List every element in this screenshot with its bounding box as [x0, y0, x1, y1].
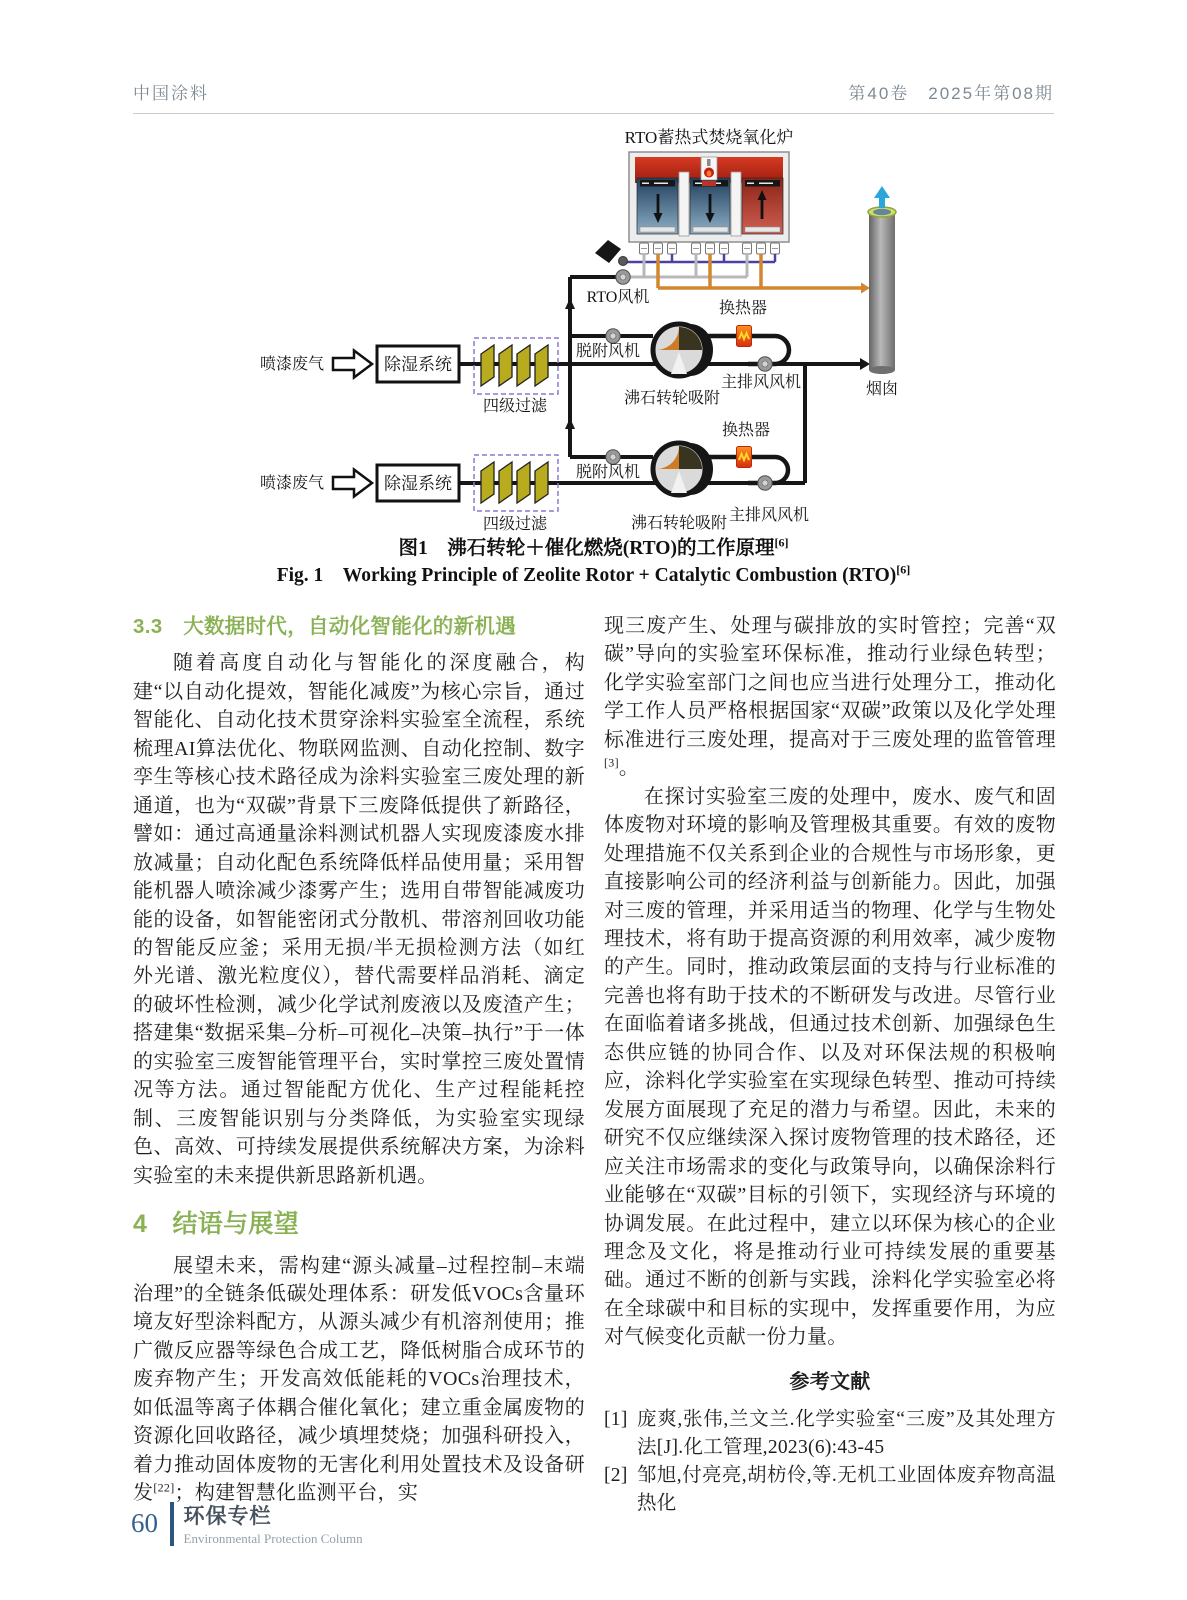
column-name-zh: 环保专栏	[183, 1505, 272, 1528]
footer-divider	[170, 1502, 174, 1546]
discussion-paragraph: 在探讨实验室三废的处理中，废水、废气和固体废物对环境的影响及管理极其重要。有效的废物处理措施不仅关系到企业的合规性与市场形象，更直接影响公司的经济利益与创新能力。因此，加强对三废的管理，并采用适当的物理、化学与生物处理技术，将有助于提高资源的利用效率，减少废物的产生。同时，推动政策层面的支持与行业标准的完善也将有助于技术的不断研发与改进。尽管行业在面临着诸多挑战，但通过技术创新、加强绿色生态供应链的协同合作、以及对环保法规的积极响应，涂料化学实验室在实现绿色转型、推动可持续发展方面展现了充足的潜力与希望。因此，未来的研究不仅应继续深入探讨废物管理的技术路径，还应关注市场需求的变化与政策导向，以确保涂料行业能够在“双碳”目标的引领下，实现经济与环境的协调发展。在此过程中，建立以环保为核心的企业理念及文化，将是推动行业可持续发展的重要基础。通过不断的创新与实践，涂料化学实验室必将在全球碳中和目标的实现中，发挥重要作用，为应对气候变化贡献一份力量。	[604, 785, 1056, 1349]
svg-text:除湿系统: 除湿系统	[384, 474, 452, 493]
references-heading: 参考文献	[789, 1370, 871, 1393]
main-exhaust-fan-icon-upper	[758, 357, 772, 371]
reference-number: [2]	[604, 1465, 628, 1487]
reference-item	[604, 1462, 1056, 1518]
inlet-arrow-lower	[333, 470, 372, 497]
reference-number: [1]	[604, 1409, 628, 1431]
up-arrow-1	[565, 298, 575, 309]
svg-text:除湿系统: 除湿系统	[384, 355, 452, 374]
orange-pipes	[658, 254, 861, 288]
heat-exchanger-icon-upper	[737, 326, 752, 347]
rto-furnace	[629, 152, 789, 242]
damper-icon	[595, 240, 628, 266]
label-paint-exhaust-lower: 喷漆废气	[260, 475, 325, 492]
rto-fan-icon	[616, 270, 630, 284]
label-main-exhaust-fan-lower: 主排风风机	[728, 507, 810, 524]
valve-row	[640, 243, 780, 254]
page-header	[133, 79, 1054, 114]
label-zeolite-rotor-lower: 沸石转轮吸附	[630, 515, 728, 532]
section-3-3-paragraph: 随着高度自动化与智能化的深度融合，构建“以自动化提效，智能化减废”为核心宗旨，通过智能化、自动化技术贯穿涂料实验室全流程，系统梳理AI算法优化、物联网监测、自动化控制、数字孪生等核心技术路径成为涂料实验室三废处理的新通道，也为“双碳”背景下三废降低提供了新路径，譬如：通过高通量涂料测试机器人实现废漆废水排放减量；自动化配色系统降低样品使用量；采用智能机器人喷涂减少漆雾产生；选用自带智能减废功能的设备，如智能密闭式分散机、带溶剂回收功能的智能反应釜；采用无损/半无损检测方法（如红外光谱、激光粒度仪），替代需要样品消耗、滴定的破坏性检测，减少化学试剂废液以及废渣产生；搭建集“数据采集–分析–可视化–决策–执行”于一体的实验室三废智能管理平台，实时掌控三废处置情况等方法。通过智能配方优化、生产过程能耗控制、三废智能识别与分类降低，为实验室实现绿色、高效、可持续发展提供系统解决方案，为涂料实验室的未来提供新思路新机遇。	[133, 652, 585, 1187]
journal-title: 中国涂料	[133, 84, 209, 103]
desorption-fan-icon-lower	[606, 450, 620, 464]
right-column	[604, 612, 1056, 1518]
label-main-exhaust-fan-upper: 主排风风机	[720, 374, 802, 391]
up-arrow-2	[565, 418, 575, 429]
orange-arrow	[861, 283, 870, 294]
figure-caption-en: Fig. 1 Working Principle of Zeolite Rotor + Catalytic Combustion (RTO)[6]	[276, 562, 911, 586]
heat-exchanger-icon-lower	[737, 447, 752, 468]
reference-text: 庞爽,张伟,兰文兰.化学实验室“三废”及其处理方法[J].化工管理,2023(6):43-45	[637, 1409, 1056, 1459]
gray-pipes	[628, 254, 747, 277]
section-4-heading: 4 结语与展望	[133, 1210, 300, 1239]
inlet-arrow-upper	[333, 351, 372, 378]
reference-text: 邹旭,付亮亮,胡枋伶,等.无机工业固体废弃物高温热化	[637, 1465, 1056, 1515]
label-filter-lower: 四级过滤	[482, 516, 548, 533]
label-chimney: 烟囱	[865, 381, 899, 398]
label-filter-upper: 四级过滤	[482, 398, 548, 415]
section-3-3-heading: 3.3 大数据时代，自动化智能化的新机遇	[133, 615, 516, 638]
reference-item	[604, 1406, 1056, 1462]
page-number: 60	[131, 1508, 158, 1538]
figure-caption-zh: 图1 沸石转轮＋催化燃烧(RTO)的工作原理[6]	[398, 535, 789, 559]
page-footer	[131, 1500, 363, 1547]
black-arrow-chimney	[860, 358, 870, 370]
zeolite-rotor-upper	[653, 324, 713, 376]
main-exhaust-fan-icon-lower	[758, 476, 772, 490]
left-column	[133, 612, 585, 1508]
figure-1-diagram	[252, 116, 942, 538]
purple-pipes	[626, 254, 775, 262]
label-desorption-fan-upper: 脱附风机	[575, 343, 641, 360]
label-desorption-fan-lower: 脱附风机	[575, 464, 641, 481]
continued-paragraph: 现三废产生、处理与碳排放的实时管控；完善“双碳”导向的实验室环保标准，推动行业绿色转型；化学实验室部门之间也应当进行处理分工，推动化学工作人员严格根据国家“双碳”政策以及化学处理标准进行三废处理，提高对于三废处理的监管管理[3]。	[604, 615, 1056, 780]
zeolite-rotor-lower	[653, 443, 713, 495]
section-4-paragraph: 展望未来，需构建“源头减量–过程控制–末端治理”的全链条低碳处理体系：研发低VOCs含量环境友好型涂料配方，从源头减少有机溶剂使用；推广微反应器等绿色合成工艺，降低树脂合成环节的废弃物产生；开发高效低能耗的VOCs治理技术，如低温等离子体耦合催化氧化；建立重金属废物的资源化回收路径，减少填埋焚烧；加强科研投入，着力推动固体废物的无害化利用处置技术及设备研发[22]；构建智慧化监测平台，实	[133, 1254, 585, 1505]
label-rto-fan: RTO风机	[586, 289, 650, 306]
desorption-fan-icon-upper	[606, 329, 620, 343]
label-rto-furnace: RTO蓄热式焚烧氧化炉	[624, 128, 794, 147]
dehumidifier-lower	[377, 465, 459, 501]
dehumidifier-upper	[377, 346, 459, 382]
issue-info: 第40卷 2025年第08期	[848, 84, 1054, 103]
label-heat-exchanger-upper: 换热器	[718, 300, 768, 317]
label-heat-exchanger-lower: 换热器	[721, 422, 771, 439]
label-paint-exhaust-upper: 喷漆废气	[260, 356, 325, 373]
burner-flame-icon	[701, 157, 717, 186]
chimney	[868, 186, 896, 374]
column-name-en: Environmental Protection Column	[183, 1531, 363, 1546]
label-zeolite-rotor-upper: 沸石转轮吸附	[623, 390, 721, 407]
